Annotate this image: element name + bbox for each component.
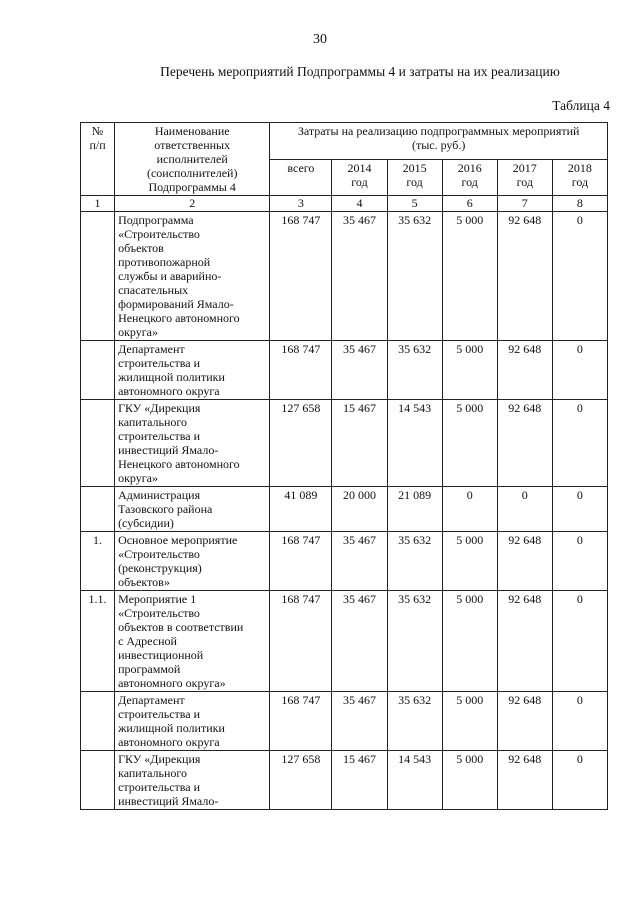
table-row — [81, 591, 608, 692]
column-index: 6 — [442, 196, 497, 212]
value-2014: 35 467 — [332, 212, 387, 341]
row-name: Департамент строительства и жилищной политики автономного округа — [115, 692, 270, 751]
value-total: 168 747 — [270, 212, 332, 341]
header-number: № п/п — [81, 123, 115, 196]
value-2016: 5 000 — [442, 532, 497, 591]
row-number: 1. — [81, 532, 115, 591]
table-row — [81, 751, 608, 810]
value-2017: 92 648 — [497, 212, 552, 341]
value-2018: 0 — [552, 400, 607, 487]
value-2015: 14 543 — [387, 751, 442, 810]
value-total: 168 747 — [270, 341, 332, 400]
costs-table — [80, 122, 608, 810]
row-name: ГКУ «Дирекция капитального строительства и инвестиций Ямало- — [115, 751, 270, 810]
value-2018: 0 — [552, 341, 607, 400]
row-name: Администрация Тазовского района (субсидии) — [115, 487, 270, 532]
value-2016: 5 000 — [442, 751, 497, 810]
value-2014: 15 467 — [332, 751, 387, 810]
value-2018: 0 — [552, 532, 607, 591]
value-2017: 92 648 — [497, 532, 552, 591]
row-number: 1.1. — [81, 591, 115, 692]
table-row — [81, 692, 608, 751]
table-row — [81, 341, 608, 400]
row-number — [81, 751, 115, 810]
value-total: 168 747 — [270, 532, 332, 591]
value-total: 168 747 — [270, 591, 332, 692]
value-2015: 14 543 — [387, 400, 442, 487]
row-name: Департамент строительства и жилищной политики автономного округа — [115, 341, 270, 400]
row-number — [81, 341, 115, 400]
value-2016: 5 000 — [442, 692, 497, 751]
table-row — [81, 212, 608, 341]
header-year-2016: 2016 год — [442, 159, 497, 196]
header-costs-group: Затраты на реализацию подпрограммных мероприятий (тыс. руб.) — [270, 123, 608, 160]
value-2016: 5 000 — [442, 341, 497, 400]
header-name: Наименование ответственных исполнителей (соисполнителей) Подпрограммы 4 — [115, 123, 270, 196]
column-index: 2 — [115, 196, 270, 212]
value-2017: 0 — [497, 487, 552, 532]
header-year-2014: 2014 год — [332, 159, 387, 196]
row-number — [81, 692, 115, 751]
table-row — [81, 532, 608, 591]
value-2018: 0 — [552, 751, 607, 810]
document-title: Перечень мероприятий Подпрограммы 4 и затраты на их реализацию — [160, 64, 560, 79]
value-2015: 35 632 — [387, 692, 442, 751]
column-index: 1 — [81, 196, 115, 212]
value-2016: 5 000 — [442, 400, 497, 487]
row-name: Подпрограмма «Строительство объектов противопожарной службы и аварийно- спасательных формирований Ямало- Ненецкого автономного округа» — [115, 212, 270, 341]
value-2014: 35 467 — [332, 591, 387, 692]
column-index: 7 — [497, 196, 552, 212]
value-2016: 0 — [442, 487, 497, 532]
value-2014: 15 467 — [332, 400, 387, 487]
row-number — [81, 487, 115, 532]
column-index: 8 — [552, 196, 607, 212]
column-index-row — [81, 196, 608, 212]
value-2015: 21 089 — [387, 487, 442, 532]
row-name: Основное мероприятие «Строительство (реконструкция) объектов» — [115, 532, 270, 591]
value-total: 168 747 — [270, 692, 332, 751]
header-year-2018: 2018 год — [552, 159, 607, 196]
value-2018: 0 — [552, 591, 607, 692]
value-total: 127 658 — [270, 751, 332, 810]
value-2016: 5 000 — [442, 212, 497, 341]
column-index: 3 — [270, 196, 332, 212]
header-year-2015: 2015 год — [387, 159, 442, 196]
row-name: ГКУ «Дирекция капитального строительства и инвестиций Ямало- Ненецкого автономного округа» — [115, 400, 270, 487]
row-number — [81, 400, 115, 487]
value-2015: 35 632 — [387, 212, 442, 341]
value-2014: 35 467 — [332, 692, 387, 751]
value-2017: 92 648 — [497, 400, 552, 487]
value-2017: 92 648 — [497, 341, 552, 400]
value-2014: 35 467 — [332, 341, 387, 400]
value-2015: 35 632 — [387, 532, 442, 591]
value-total: 127 658 — [270, 400, 332, 487]
value-2016: 5 000 — [442, 591, 497, 692]
header-total: всего — [270, 159, 332, 196]
value-2017: 92 648 — [497, 751, 552, 810]
value-2014: 35 467 — [332, 532, 387, 591]
value-2018: 0 — [552, 692, 607, 751]
table-row — [81, 487, 608, 532]
value-2017: 92 648 — [497, 692, 552, 751]
table-label: Таблица 4 — [552, 98, 610, 113]
table-row — [81, 400, 608, 487]
value-2017: 92 648 — [497, 591, 552, 692]
value-2015: 35 632 — [387, 341, 442, 400]
value-total: 41 089 — [270, 487, 332, 532]
column-index: 4 — [332, 196, 387, 212]
value-2018: 0 — [552, 212, 607, 341]
value-2015: 35 632 — [387, 591, 442, 692]
header-year-2017: 2017 год — [497, 159, 552, 196]
page-number: 30 — [313, 32, 327, 47]
row-number — [81, 212, 115, 341]
value-2018: 0 — [552, 487, 607, 532]
value-2014: 20 000 — [332, 487, 387, 532]
row-name: Мероприятие 1 «Строительство объектов в соответствии с Адресной инвестиционной программой автономного округа» — [115, 591, 270, 692]
column-index: 5 — [387, 196, 442, 212]
